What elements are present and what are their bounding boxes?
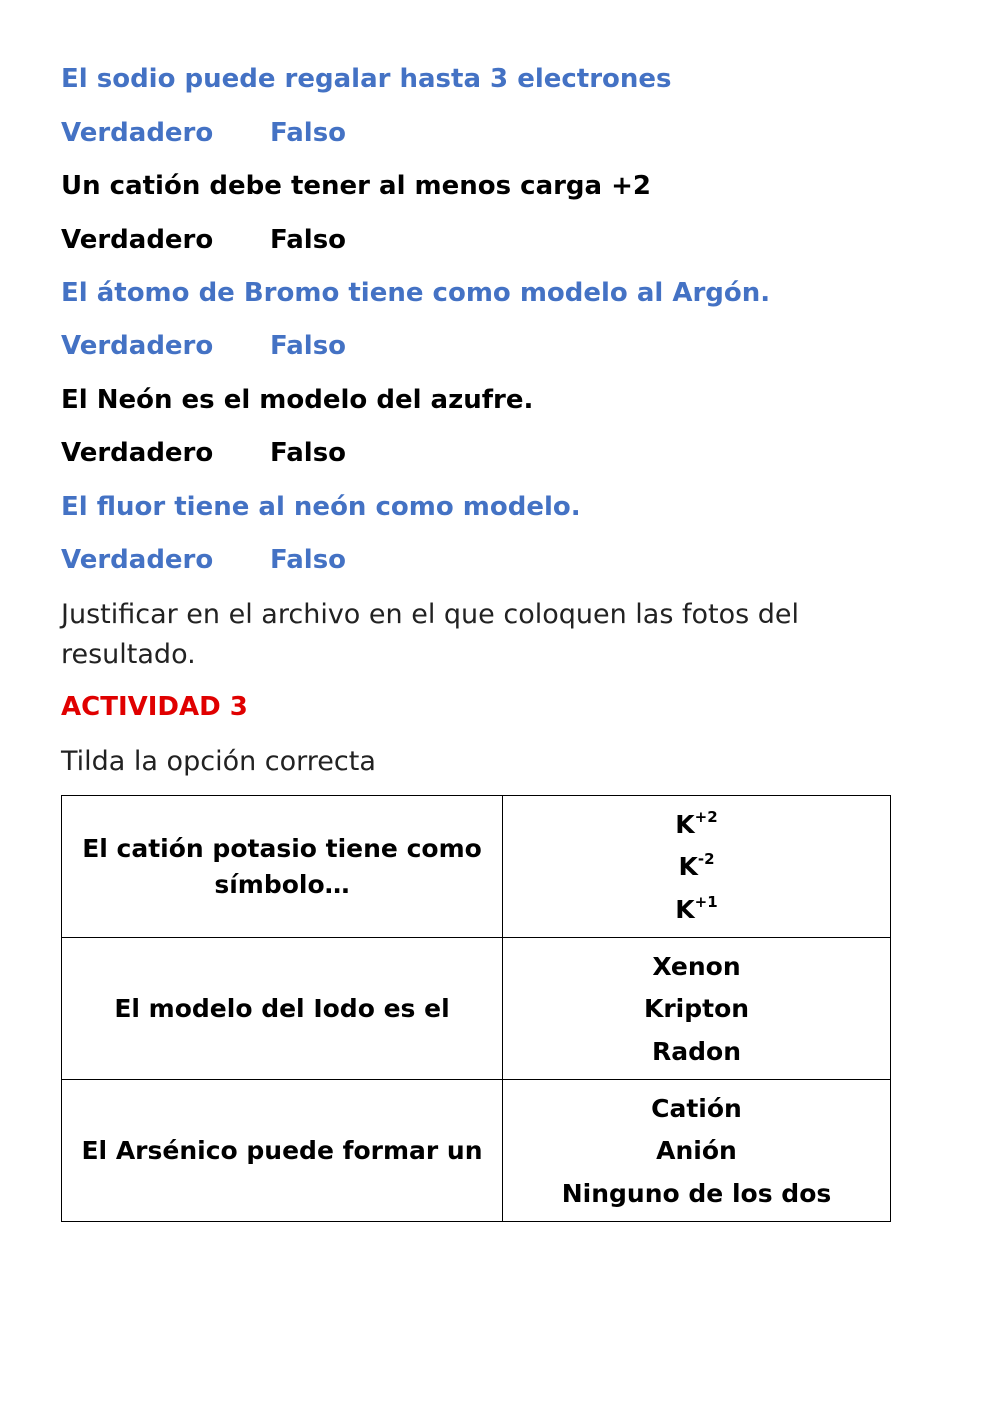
answer-option[interactable] <box>503 890 890 937</box>
statement-1-options <box>61 118 346 148</box>
answer-cell <box>503 1080 891 1222</box>
question-cell: El modelo del Iodo es el <box>62 938 503 1080</box>
quiz-table <box>61 795 891 1222</box>
instruction-text: Tilda la opción correcta <box>61 746 376 777</box>
question-cell: El catión potasio tiene como símbolo… <box>62 796 503 938</box>
true-option[interactable]: Verdadero <box>61 118 214 148</box>
true-option[interactable]: Verdadero <box>61 545 214 575</box>
answer-option[interactable]: Anión <box>656 1136 737 1165</box>
statement-5: El fluor tiene al neón como modelo. <box>61 492 581 522</box>
statement-3-options <box>61 331 346 361</box>
statement-4: El Neón es el modelo del azufre. <box>61 385 534 415</box>
statement-3: El átomo de Bromo tiene como modelo al Argón. <box>61 278 771 308</box>
false-option[interactable]: Falso <box>270 331 347 361</box>
false-option[interactable]: Falso <box>270 225 347 255</box>
option-charge: +2 <box>694 808 718 826</box>
answer-cell <box>503 796 891 938</box>
statement-1: El sodio puede regalar hasta 3 electrones <box>61 64 672 94</box>
answer-option[interactable]: Kripton <box>643 994 750 1023</box>
statement-2-options <box>61 225 346 255</box>
statement-2: Un catión debe tener al menos carga +2 <box>61 171 652 201</box>
answer-cell <box>503 938 891 1080</box>
quiz-row <box>62 796 891 938</box>
answer-option[interactable] <box>503 796 890 843</box>
option-base: K <box>675 810 695 839</box>
statement-5-options <box>61 545 346 575</box>
false-option[interactable]: Falso <box>270 438 347 468</box>
option-charge: +1 <box>694 893 718 911</box>
option-base: K <box>678 852 698 881</box>
answer-option[interactable]: Catión <box>651 1094 742 1123</box>
answer-option[interactable] <box>503 843 890 890</box>
justify-paragraph: Justificar en el archivo en el que coloquen las fotos del resultado. <box>61 599 800 670</box>
true-option[interactable]: Verdadero <box>61 438 214 468</box>
quiz-row <box>62 938 891 1080</box>
true-option[interactable]: Verdadero <box>61 225 214 255</box>
quiz-row <box>62 1080 891 1222</box>
answer-option[interactable]: Ninguno de los dos <box>561 1179 832 1208</box>
statement-4-options <box>61 438 346 468</box>
option-base: K <box>675 895 695 924</box>
answer-option[interactable]: Xenon <box>652 952 741 981</box>
false-option[interactable]: Falso <box>270 118 347 148</box>
answer-option[interactable]: Radon <box>652 1037 741 1066</box>
option-charge: -2 <box>697 850 715 868</box>
false-option[interactable]: Falso <box>270 545 347 575</box>
question-cell: El Arsénico puede formar un <box>62 1080 503 1222</box>
activity-title: ACTIVIDAD 3 <box>61 692 248 722</box>
true-option[interactable]: Verdadero <box>61 331 214 361</box>
